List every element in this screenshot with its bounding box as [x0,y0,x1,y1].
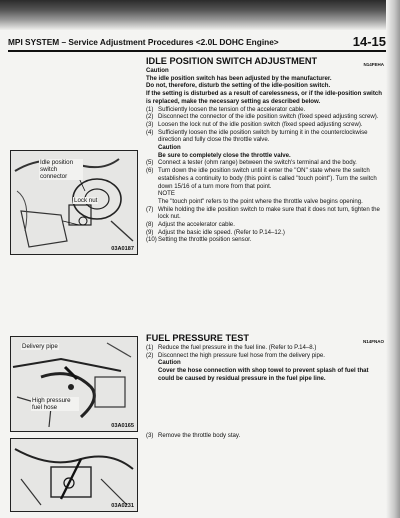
idle-position-title: IDLE POSITION SWITCH ADJUSTMENT [146,56,318,66]
idle-position-section [146,56,386,244]
throttle-stay-illustration [10,438,138,512]
figure-id: 03A0231 [111,503,134,509]
fuel-pressure-step3 [146,432,386,440]
note-text: The "touch point" refers to the point where the throttle valve begins opening. [158,197,363,205]
figure-label: Idle position switch connector [39,159,83,180]
procedure-step: (6) Turn down the idle position switch until it enter the "ON" state where the switch establishes a continuity to body (this point is called "touch point"). Turn the switch down 15/16 of a turn more from that point. [146,167,377,190]
procedure-step: (2) Disconnect the connector of the idle position switch (fixed speed adjusting screw). [146,113,379,121]
section-code: N14FEHA [363,62,384,67]
note-label: NOTE [158,190,175,198]
section-code: N14FNAO [362,339,384,344]
caution-label: Caution [158,144,181,152]
procedure-step: (1) Sufficiently loosen the tension of the accelerator cable. [146,105,306,113]
caution-label: Caution [158,359,181,367]
figure-label: High pressure fuel hose [31,397,79,411]
fuel-pressure-title: FUEL PRESSURE TEST [146,333,249,343]
procedure-step: (3) Remove the throttle body stay. [146,432,241,439]
procedure-step: (2) Disconnect the high pressure fuel hose from the delivery pipe. [146,351,325,359]
engine-drawing-2 [11,337,137,431]
caution-text: Be sure to completely close the throttle valve. [158,151,291,159]
figure-id: 03A0165 [111,423,134,429]
page-edge-shadow [386,0,400,518]
caution-label: Caution [146,67,169,74]
engine-drawing-3 [11,439,137,511]
procedure-step: (8) Adjust the accelerator cable. [146,221,235,229]
procedure-step: (3) Loosen the lock nut of the idle position switch (fixed speed adjusting screw). [146,120,363,128]
fuel-hose-illustration [10,336,138,432]
procedure-step: (7) While holding the idle position switch to make sure that it does not turn, tighten the lock nut. [146,205,380,221]
caution-text: If the setting is disturbed as a result of carelessness, or if the idle-position switch is replaced, make the necessary setting as described below. [146,90,383,105]
page-number: 14-15 [352,34,386,49]
caution-text: Cover the hose connection with shop towel to prevent splash of fuel that could be caused by residual pressure in the fuel pipe line. [158,367,369,382]
procedure-step: (1) Reduce the fuel pressure in the fuel line. (Refer to P.14–8.) [146,344,317,351]
fuel-pressure-section [146,333,386,383]
scan-shadow [0,0,400,30]
procedure-step: (10) Setting the throttle position sensor. [146,236,252,244]
page-header [8,34,386,52]
procedure-step: (5) Connect a tester (ohm range) between the switch's terminal and the body. [146,159,357,167]
section-title: MPI SYSTEM – Service Adjustment Procedures <2.0L DOHC Engine> [8,37,279,47]
section-heading [146,333,386,344]
procedure-step: (4) Sufficiently loosen the idle position switch by turning it in the counterclockwise direction and fully close the throttle valve. [146,128,368,144]
idle-switch-illustration [10,150,138,255]
procedure-step: (9) Adjust the basic idle speed. (Refer to P.14–12.) [146,228,285,236]
figure-label: Lock nut [74,197,98,204]
figure-id: 03A0187 [111,246,134,252]
figure-label: Delivery pipe [22,343,58,350]
section-heading [146,56,386,67]
caution-text: The idle position switch has been adjusted by the manufacturer. [146,74,332,82]
caution-text: Do not, therefore, disturb the setting of the idle-position switch. [146,82,331,90]
